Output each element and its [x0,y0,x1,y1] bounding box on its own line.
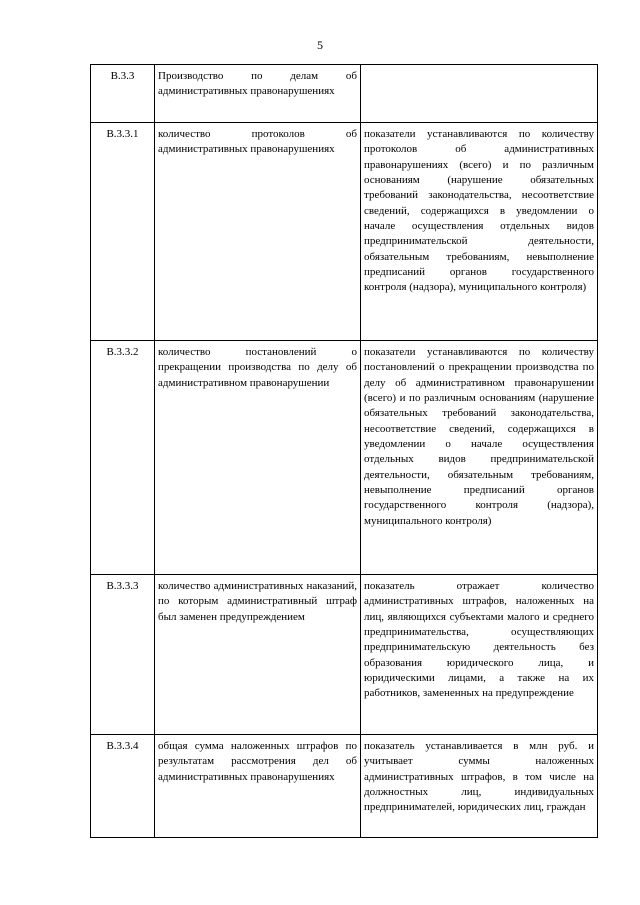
row-name: общая сумма наложенных штрафов по результатам рассмотрения дел об административных правонарушениях [155,735,361,838]
row-note [361,65,598,123]
row-code: В.3.3.1 [91,123,155,341]
row-note: показатель устанавливается в млн руб. и учитывает суммы наложенных административных штрафов, в том числе на должностных лиц, индивидуальных предпринимателей, юридических лиц, граждан [361,735,598,838]
row-name: количество постановлений о прекращении производства по делу об административном правонарушении [155,341,361,575]
page-number: 5 [317,38,323,52]
table-row [91,65,598,123]
row-note: показатели устанавливаются по количеству протоколов об административных правонарушениях (всего) и по различным основаниям (нарушение обязательных требований законодательства, несоответствие сведений, содержащихся в уведомлении о начале осуществления отдельных видов предпринимательской деятельности, обязательным требованиям, невыполнение предписаний органов государственного контроля (надзора), муниципального контроля) [361,123,598,341]
row-note: показатель отражает количество административных штрафов, наложенных на лиц, являющихся субъектами малого и среднего предпринимательства, осуществляющих предпринимательскую деятельность без образования юридического лица, и юридическими лицами, а также на их работников, замененных на предупреждение [361,575,598,735]
row-name: Производство по делам об административных правонарушениях [155,65,361,123]
table-row [91,735,598,838]
row-name: количество административных наказаний, по которым административный штраф был заменен предупреждением [155,575,361,735]
indicators-table [90,64,598,838]
table-row [91,341,598,575]
row-code: В.3.3 [91,65,155,123]
row-code: В.3.3.4 [91,735,155,838]
table-row [91,575,598,735]
row-code: В.3.3.3 [91,575,155,735]
row-note: показатели устанавливаются по количеству постановлений о прекращении производства по делу об административном правонарушении (всего) и по различным основаниям (нарушение обязательных требований законодательства, несоответствие сведений, содержащихся в уведомлении о начале осуществления отдельных видов предпринимательской деятельности, обязательным требованиям, невыполнение предписаний органов государственного контроля (надзора), муниципального контроля) [361,341,598,575]
table-row [91,123,598,341]
row-code: В.3.3.2 [91,341,155,575]
row-name: количество протоколов об административных правонарушениях [155,123,361,341]
